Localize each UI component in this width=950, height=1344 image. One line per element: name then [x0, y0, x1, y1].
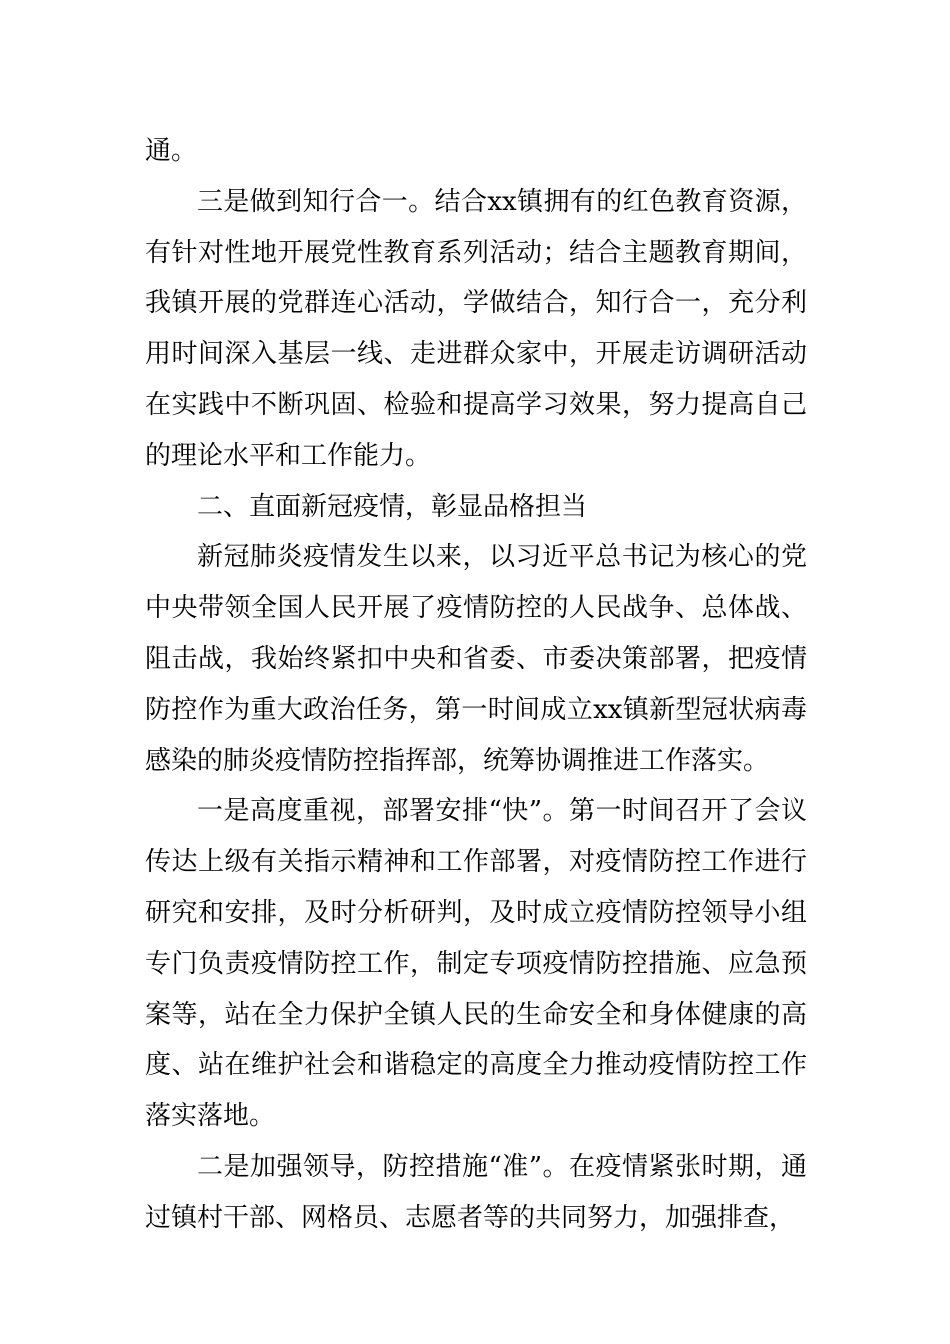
paragraph-leadership: 二是加强领导，防控措施“准”。在疫情紧张时期，通过镇村干部、网格员、志愿者等的共同努力，加强排查，: [145, 1151, 807, 1233]
section-heading-covid: 二、直面新冠疫情，彰显品格担当: [197, 491, 588, 522]
paragraph-covid-intro: 新冠肺炎疫情发生以来，以习近平总书记为核心的党中央带领全国人民开展了疫情防控的人民战争、总体战、阻击战，我始终紧扣中央和省委、市委决策部署，把疫情防控作为重大政治任务，第一时间成立xx镇新型冠状病毒感染的肺炎疫情防控指挥部，统筹协调推进工作落实。: [145, 542, 807, 776]
paragraph-continuation: 通。: [145, 136, 198, 166]
document-body: [145, 126, 807, 1244]
paragraph-knowledge-action: 三是做到知行合一。结合xx镇拥有的红色教育资源，有针对性地开展党性教育系列活动；结合主题教育期间，我镇开展的党群连心活动，学做结合，知行合一，充分利用时间深入基层一线、走进群众家中，开展走访调研活动在实践中不断巩固、检验和提高学习效果，努力提高自己的理论水平和工作能力。: [145, 186, 807, 471]
paragraph-high-priority: 一是高度重视，部署安排“快”。第一时间召开了会议传达上级有关指示精神和工作部署，对疫情防控工作进行研究和安排，及时分析研判，及时成立疫情防控领导小组专门负责疫情防控工作，制定专项疫情防控措施、应急预案等，站在全力保护全镇人民的生命安全和身体健康的高度、站在维护社会和谐稳定的高度全力推动疫情防控工作落实落地。: [145, 796, 807, 1132]
